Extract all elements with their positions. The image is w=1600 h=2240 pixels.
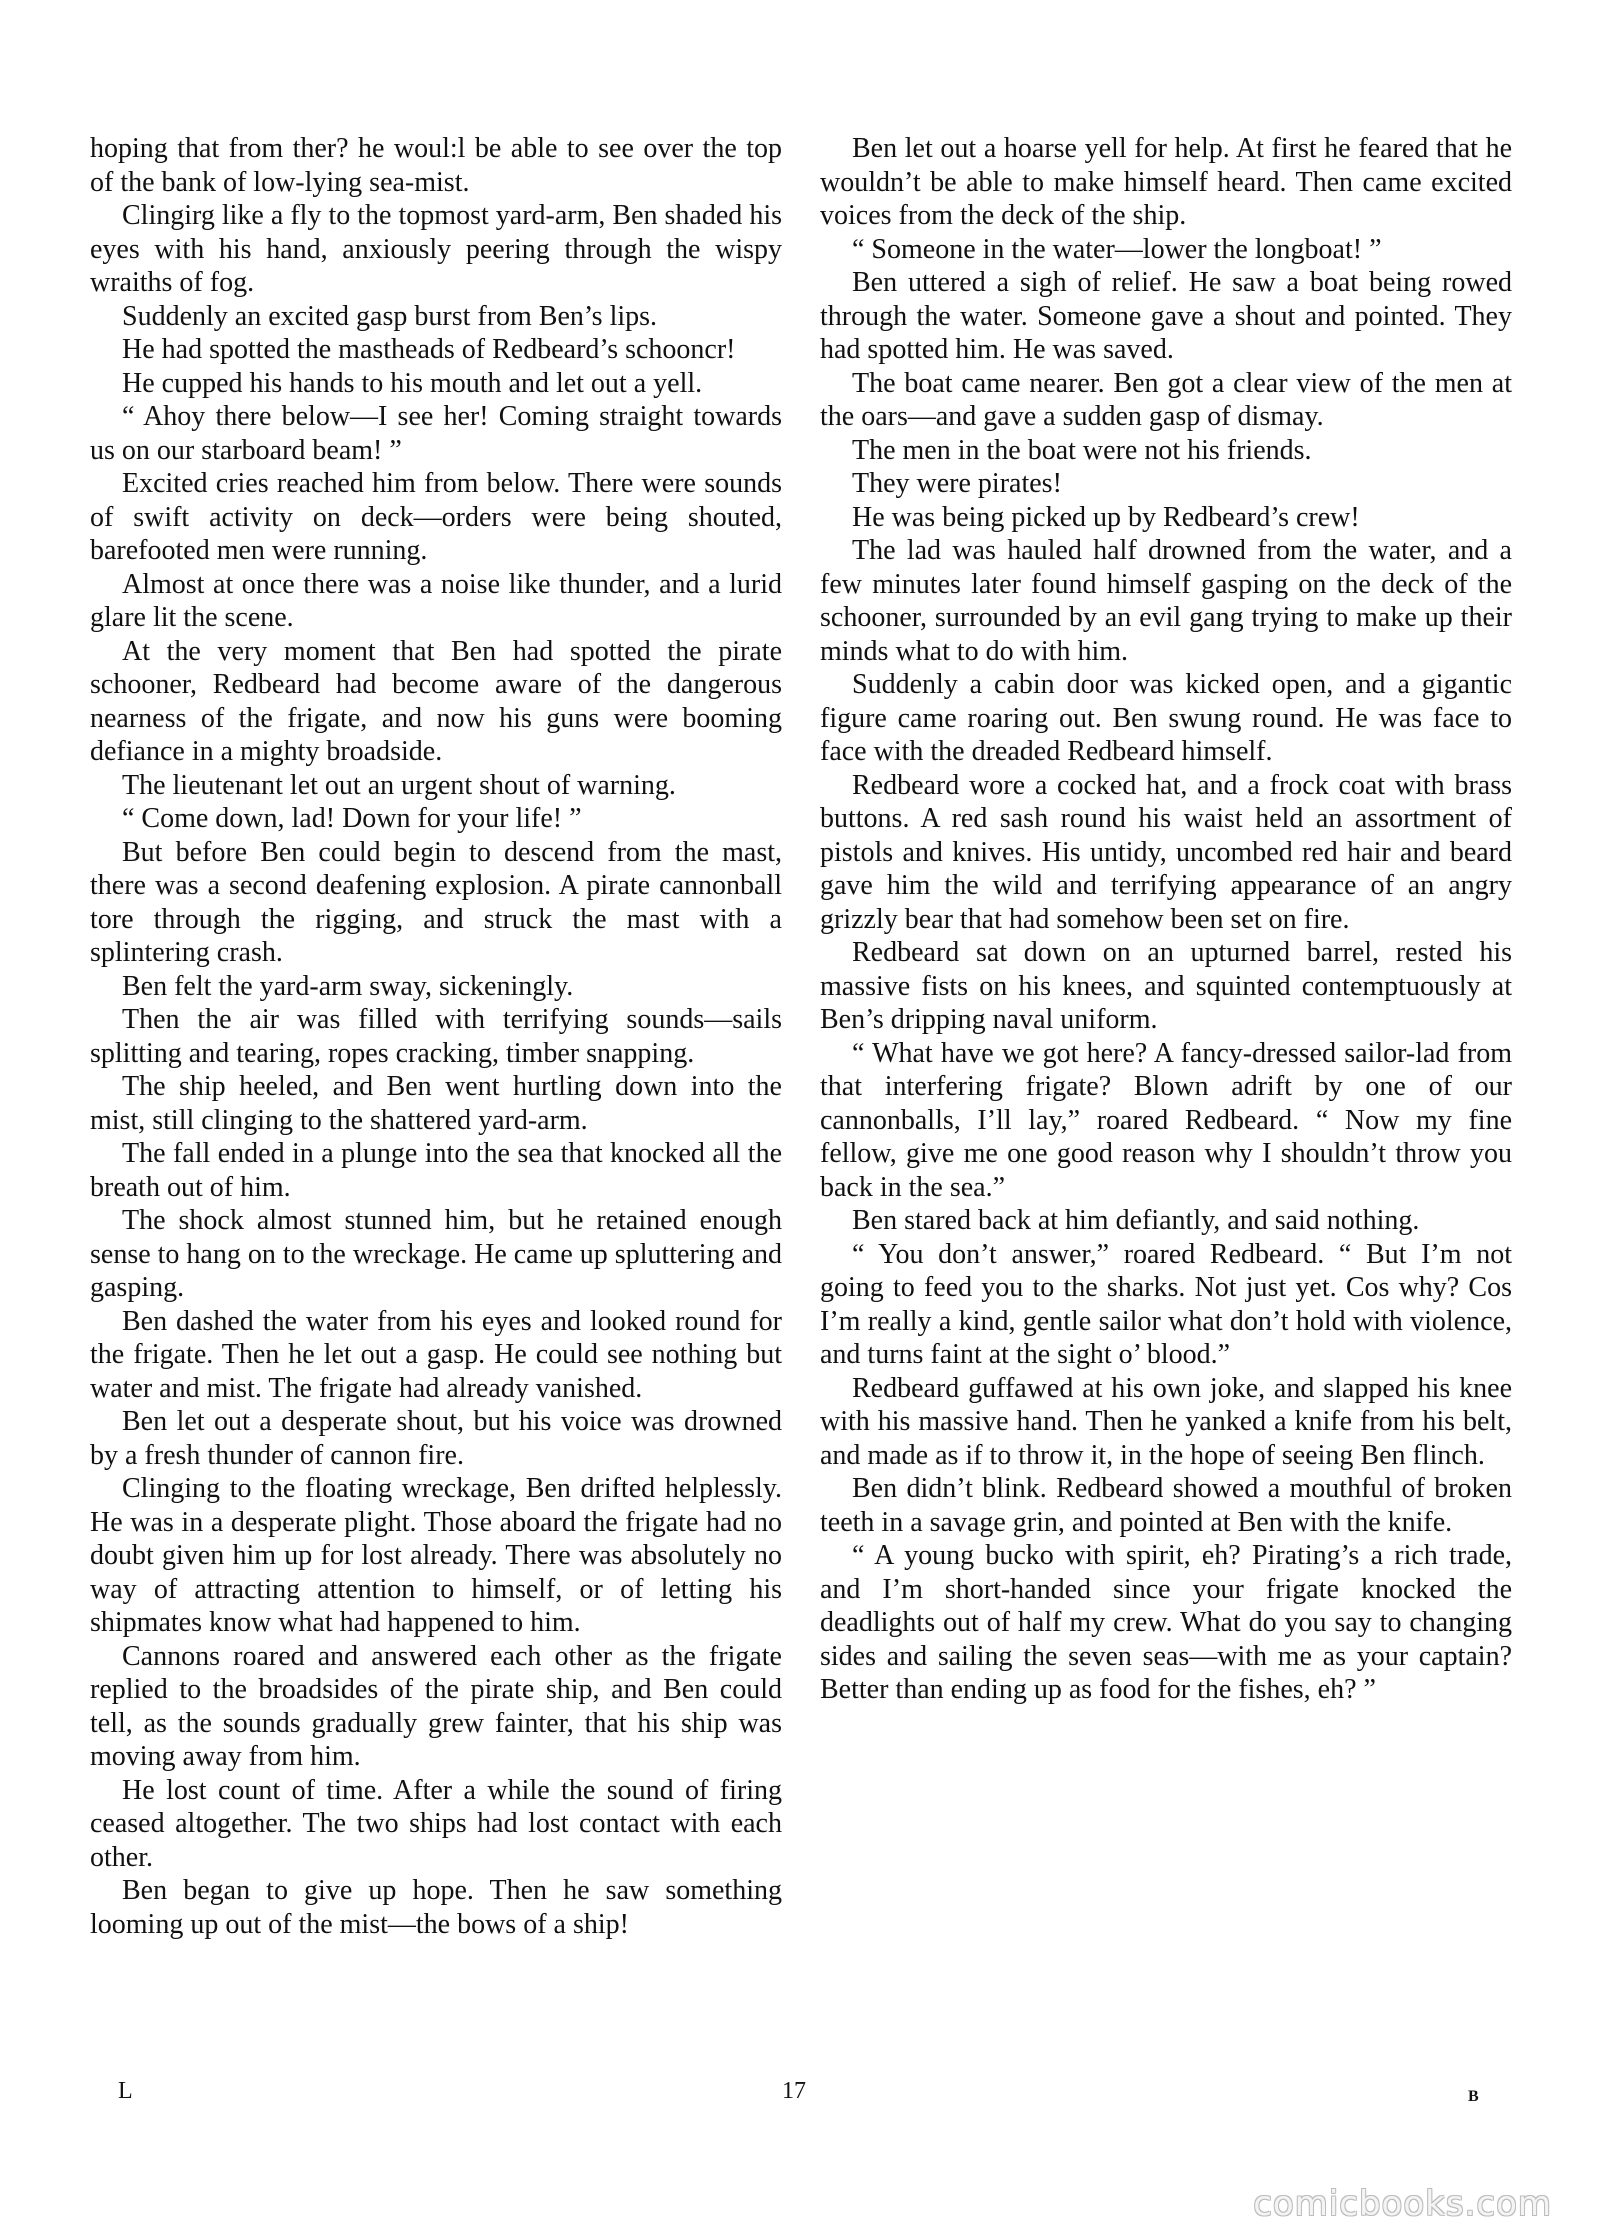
paragraph: Excited cries reached him from below. There were sounds of swift activity on deck—orders were being shouted, barefooted men were running. — [90, 468, 782, 566]
paragraph: Clingirg like a fly to the topmost yard-arm, Ben shaded his eyes with his hand, anxiously peering through the wispy wraiths of fog. — [90, 200, 782, 298]
paragraph: hoping that from ther? he woul:l be able to see over the top of the bank of low-lying sea-mist. — [90, 133, 782, 198]
paragraph: The fall ended in a plunge into the sea that knocked all the breath out of him. — [90, 1138, 782, 1203]
paragraph: He had spotted the mastheads of Redbeard’s schooncr! — [122, 334, 736, 365]
paragraph: Ben let out a hoarse yell for help. At first he feared that he wouldn’t be able to make himself heard. Then came excited voices from the deck of the ship. — [820, 133, 1512, 231]
footer-signature-right: B — [1468, 2088, 1479, 2105]
paragraph: Suddenly a cabin door was kicked open, and a gigantic figure came roaring out. Ben swung round. He was face to face with the dreaded Redbeard himself. — [820, 669, 1512, 767]
paragraph: “ Someone in the water—lower the longboat! ” — [852, 233, 1382, 265]
paragraph: Suddenly an excited gasp burst from Ben’s lips. — [122, 300, 658, 332]
paragraph: Ben didn’t blink. Redbeard showed a mouthful of broken teeth in a savage grin, and pointed at Ben with the knife. — [820, 1473, 1512, 1538]
paragraph: “ A young bucko with spirit, eh? Pirating’s a rich trade, and I’m short-handed since your frigate knocked the deadlights out of half my crew. What do you say to changing sides and sailing the seven seas—with me as your captain? Better than ending up as food for the fishes, eh? ” — [820, 1540, 1512, 1705]
paragraph: “ You don’t answer,” roared Redbeard. “ But I’m not going to feed you to the sharks. Not just yet. Cos why? Cos I’m really a kind, gentle sailor what don’t hold with violence, and turns faint at the sight o’ blood.” — [820, 1238, 1512, 1370]
paragraph: The shock almost stunned him, but he retained enough sense to hang on to the wreckage. He came up spluttering and gasping. — [90, 1205, 783, 1303]
paragraph: Redbeard wore a cocked hat, and a frock coat with brass buttons. A red sash round his waist held an assortment of pistols and knives. His untidy, uncombed red hair and beard gave him the wild and terrifying appearance of an angry grizzly bear that had somehow been set on fire. — [820, 769, 1512, 935]
paragraph: Clinging to the floating wreckage, Ben drifted helplessly. He was in a desperate plight. Those aboard the frigate had no doubt given him up for lost already. There was absolutely no way of attracting attention to himself, or of letting his shipmates know what had happened to him. — [90, 1473, 782, 1638]
paragraph: “ Ahoy there below—I see her! Coming straight towards us on our starboard beam! ” — [90, 401, 782, 466]
paragraph: Ben uttered a sigh of relief. He saw a boat being rowed through the water. Someone gave a shout and pointed. They had spotted him. He was saved. — [820, 267, 1512, 365]
page-number: 17 — [782, 2078, 806, 2104]
paragraph: He was being picked up by Redbeard’s crew! — [852, 501, 1360, 533]
right-text-column — [820, 132, 1512, 1707]
paragraph: Cannons roared and answered each other as the frigate replied to the broadsides of the pirate ship, and Ben could tell, as the sounds gradually grew fainter, that his ship was moving away from him. — [90, 1640, 782, 1772]
paragraph: He lost count of time. After a while the sound of firing ceased altogether. The two ships had lost contact with each other. — [90, 1774, 782, 1873]
left-text-column — [90, 132, 782, 1941]
paragraph: The boat came nearer. Ben got a clear view of the men at the oars—and gave a sudden gasp of dismay. — [820, 367, 1512, 432]
paragraph: The ship heeled, and Ben went hurtling down into the mist, still clinging to the shattered yard-arm. — [90, 1071, 782, 1136]
paragraph: Redbeard sat down on an upturned barrel, rested his massive fists on his knees, and squinted contemptuously at Ben’s dripping naval uniform. — [820, 937, 1512, 1035]
paragraph: Redbeard guffawed at his own joke, and slapped his knee with his massive hand. Then he yanked a knife from his belt, and made as if to throw it, in the hope of seeing Ben flinch. — [820, 1372, 1512, 1471]
paragraph: Ben let out a desperate shout, but his voice was drowned by a fresh thunder of cannon fire. — [90, 1406, 782, 1471]
paragraph: The lad was hauled half drowned from the water, and a few minutes later found himself gasping on the deck of the schooner, surrounded by an evil gang trying to make up their minds what to do with him. — [820, 535, 1512, 667]
paragraph: “ Come down, lad! Down for your life! ” — [122, 803, 582, 834]
paragraph: Almost at once there was a noise like thunder, and a lurid glare lit the scene. — [90, 568, 782, 633]
paragraph: Ben dashed the water from his eyes and looked round for the frigate. Then he let out a gasp. He could see nothing but water and mist. The frigate had already vanished. — [90, 1305, 782, 1404]
paragraph: Ben stared back at him defiantly, and said nothing. — [852, 1205, 1420, 1236]
paragraph: But before Ben could begin to descend from the mast, there was a second deafening explosion. A pirate cannonball tore through the rigging, and struck the mast with a splintering crash. — [90, 836, 782, 968]
paragraph: Ben began to give up hope. Then he saw something looming up out of the mist—the bows of a ship! — [90, 1875, 782, 1940]
paragraph: “ What have we got here? A fancy-dressed sailor-lad from that interfering frigate? Blown adrift by one of our cannonballs, I’ll lay,” roared Redbeard. “ Now my fine fellow, give me one good reason why I shouldn’t throw you back in the sea.” — [820, 1037, 1512, 1203]
paragraph: At the very moment that Ben had spotted the pirate schooner, Redbeard had become aware of the dangerous nearness of the frigate, and now his guns were booming defiance in a mighty broadside. — [90, 635, 782, 767]
paragraph: Then the air was filled with terrifying sounds—sails splitting and tearing, ropes cracking, timber snapping. — [90, 1004, 782, 1069]
paragraph: The lieutenant let out an urgent shout of warning. — [122, 769, 676, 801]
paragraph: They were pirates! — [852, 468, 1062, 499]
paragraph: He cupped his hands to his mouth and let out a yell. — [122, 367, 703, 399]
paragraph: The men in the boat were not his friends. — [852, 434, 1312, 466]
footer-signature-left: L — [118, 2078, 133, 2104]
paragraph: Ben felt the yard-arm sway, sickeningly. — [122, 970, 574, 1002]
watermark: comicbooks.com — [1253, 2184, 1552, 2224]
